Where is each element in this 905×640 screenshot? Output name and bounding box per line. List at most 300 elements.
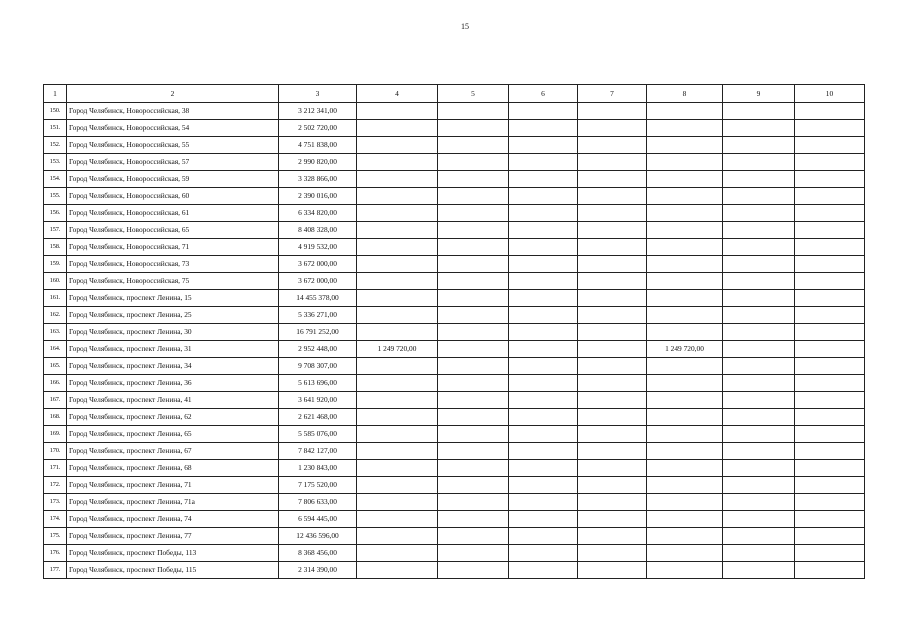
col10-cell bbox=[795, 103, 865, 120]
col9-cell bbox=[723, 528, 795, 545]
col10-cell bbox=[795, 409, 865, 426]
amount-col4-cell bbox=[357, 154, 438, 171]
amount-col3-cell: 3 672 000,00 bbox=[279, 273, 357, 290]
amount-col8-cell bbox=[647, 205, 723, 222]
address-cell: Город Челябинск, проспект Ленина, 67 bbox=[67, 443, 279, 460]
row-number-cell: 162. bbox=[44, 307, 67, 324]
col6-cell bbox=[509, 477, 578, 494]
row-number-cell: 175. bbox=[44, 528, 67, 545]
row-number-cell: 170. bbox=[44, 443, 67, 460]
table-row bbox=[44, 460, 865, 477]
col9-cell bbox=[723, 137, 795, 154]
col6-cell bbox=[509, 188, 578, 205]
col7-cell bbox=[578, 290, 647, 307]
col9-cell bbox=[723, 171, 795, 188]
col10-cell bbox=[795, 120, 865, 137]
col5-cell bbox=[438, 239, 509, 256]
col10-cell bbox=[795, 545, 865, 562]
table-row bbox=[44, 426, 865, 443]
col7-cell bbox=[578, 137, 647, 154]
amount-col8-cell bbox=[647, 358, 723, 375]
amount-col4-cell bbox=[357, 120, 438, 137]
column-header-10: 10 bbox=[795, 85, 865, 103]
col7-cell bbox=[578, 239, 647, 256]
col10-cell bbox=[795, 562, 865, 579]
col9-cell bbox=[723, 256, 795, 273]
col5-cell bbox=[438, 545, 509, 562]
col7-cell bbox=[578, 120, 647, 137]
col7-cell bbox=[578, 375, 647, 392]
table-row bbox=[44, 511, 865, 528]
amount-col3-cell: 5 613 696,00 bbox=[279, 375, 357, 392]
amount-col4-cell bbox=[357, 222, 438, 239]
col6-cell bbox=[509, 426, 578, 443]
amount-col8-cell bbox=[647, 103, 723, 120]
address-cell: Город Челябинск, проспект Ленина, 65 bbox=[67, 426, 279, 443]
amount-col3-cell: 14 455 378,00 bbox=[279, 290, 357, 307]
col7-cell bbox=[578, 307, 647, 324]
amount-col8-cell bbox=[647, 477, 723, 494]
amount-col4-cell bbox=[357, 528, 438, 545]
amount-col8-cell: 1 249 720,00 bbox=[647, 341, 723, 358]
col6-cell bbox=[509, 460, 578, 477]
row-number-cell: 172. bbox=[44, 477, 67, 494]
amount-col3-cell: 2 621 468,00 bbox=[279, 409, 357, 426]
address-cell: Город Челябинск, Новороссийская, 55 bbox=[67, 137, 279, 154]
col5-cell bbox=[438, 103, 509, 120]
col10-cell bbox=[795, 171, 865, 188]
address-cell: Город Челябинск, проспект Ленина, 68 bbox=[67, 460, 279, 477]
col9-cell bbox=[723, 511, 795, 528]
col10-cell bbox=[795, 205, 865, 222]
row-number-cell: 150. bbox=[44, 103, 67, 120]
amount-col4-cell bbox=[357, 545, 438, 562]
col9-cell bbox=[723, 307, 795, 324]
col9-cell bbox=[723, 460, 795, 477]
amount-col3-cell: 2 502 720,00 bbox=[279, 120, 357, 137]
row-number-cell: 160. bbox=[44, 273, 67, 290]
amount-col8-cell bbox=[647, 460, 723, 477]
col7-cell bbox=[578, 103, 647, 120]
amount-col8-cell bbox=[647, 239, 723, 256]
row-number-cell: 157. bbox=[44, 222, 67, 239]
amount-col3-cell: 9 708 307,00 bbox=[279, 358, 357, 375]
amount-col4-cell bbox=[357, 205, 438, 222]
col9-cell bbox=[723, 205, 795, 222]
amount-col8-cell bbox=[647, 222, 723, 239]
col5-cell bbox=[438, 324, 509, 341]
table-row bbox=[44, 154, 865, 171]
col9-cell bbox=[723, 477, 795, 494]
col10-cell bbox=[795, 188, 865, 205]
col7-cell bbox=[578, 154, 647, 171]
column-header-8: 8 bbox=[647, 85, 723, 103]
amount-col3-cell: 12 436 596,00 bbox=[279, 528, 357, 545]
column-header-5: 5 bbox=[438, 85, 509, 103]
address-cell: Город Челябинск, Новороссийская, 54 bbox=[67, 120, 279, 137]
amount-col4-cell bbox=[357, 188, 438, 205]
row-number-cell: 171. bbox=[44, 460, 67, 477]
amount-col8-cell bbox=[647, 307, 723, 324]
col10-cell bbox=[795, 528, 865, 545]
registry-table bbox=[43, 84, 865, 579]
amount-col8-cell bbox=[647, 171, 723, 188]
col9-cell bbox=[723, 324, 795, 341]
col5-cell bbox=[438, 477, 509, 494]
column-header-4: 4 bbox=[357, 85, 438, 103]
col6-cell bbox=[509, 358, 578, 375]
amount-col3-cell: 2 314 390,00 bbox=[279, 562, 357, 579]
row-number-cell: 163. bbox=[44, 324, 67, 341]
address-cell: Город Челябинск, проспект Ленина, 31 bbox=[67, 341, 279, 358]
col10-cell bbox=[795, 460, 865, 477]
col7-cell bbox=[578, 562, 647, 579]
table-row bbox=[44, 562, 865, 579]
address-cell: Город Челябинск, Новороссийская, 60 bbox=[67, 188, 279, 205]
amount-col8-cell bbox=[647, 562, 723, 579]
table-row bbox=[44, 358, 865, 375]
col5-cell bbox=[438, 222, 509, 239]
table-row bbox=[44, 307, 865, 324]
amount-col3-cell: 3 672 000,00 bbox=[279, 256, 357, 273]
row-number-cell: 174. bbox=[44, 511, 67, 528]
col5-cell bbox=[438, 443, 509, 460]
col5-cell bbox=[438, 341, 509, 358]
column-header-9: 9 bbox=[723, 85, 795, 103]
table-row bbox=[44, 222, 865, 239]
table-row bbox=[44, 443, 865, 460]
address-cell: Город Челябинск, Новороссийская, 65 bbox=[67, 222, 279, 239]
amount-col3-cell: 8 368 456,00 bbox=[279, 545, 357, 562]
amount-col3-cell: 2 952 448,00 bbox=[279, 341, 357, 358]
amount-col4-cell bbox=[357, 375, 438, 392]
col10-cell bbox=[795, 511, 865, 528]
col6-cell bbox=[509, 375, 578, 392]
amount-col8-cell bbox=[647, 426, 723, 443]
amount-col8-cell bbox=[647, 545, 723, 562]
table-row bbox=[44, 409, 865, 426]
row-number-cell: 166. bbox=[44, 375, 67, 392]
column-header-7: 7 bbox=[578, 85, 647, 103]
row-number-cell: 161. bbox=[44, 290, 67, 307]
amount-col4-cell bbox=[357, 307, 438, 324]
col6-cell bbox=[509, 324, 578, 341]
col7-cell bbox=[578, 222, 647, 239]
amount-col4-cell bbox=[357, 494, 438, 511]
col6-cell bbox=[509, 545, 578, 562]
header-row bbox=[44, 85, 865, 103]
amount-col4-cell bbox=[357, 256, 438, 273]
col5-cell bbox=[438, 375, 509, 392]
col5-cell bbox=[438, 188, 509, 205]
col5-cell bbox=[438, 358, 509, 375]
amount-col8-cell bbox=[647, 392, 723, 409]
col7-cell bbox=[578, 409, 647, 426]
col10-cell bbox=[795, 222, 865, 239]
table-row bbox=[44, 545, 865, 562]
amount-col4-cell bbox=[357, 460, 438, 477]
col6-cell bbox=[509, 222, 578, 239]
amount-col8-cell bbox=[647, 188, 723, 205]
col10-cell bbox=[795, 392, 865, 409]
col7-cell bbox=[578, 188, 647, 205]
table-row bbox=[44, 205, 865, 222]
row-number-cell: 169. bbox=[44, 426, 67, 443]
col10-cell bbox=[795, 375, 865, 392]
address-cell: Город Челябинск, Новороссийская, 73 bbox=[67, 256, 279, 273]
col5-cell bbox=[438, 307, 509, 324]
col9-cell bbox=[723, 341, 795, 358]
amount-col8-cell bbox=[647, 443, 723, 460]
col9-cell bbox=[723, 290, 795, 307]
address-cell: Город Челябинск, проспект Победы, 113 bbox=[67, 545, 279, 562]
address-cell: Город Челябинск, проспект Ленина, 71а bbox=[67, 494, 279, 511]
amount-col8-cell bbox=[647, 290, 723, 307]
col7-cell bbox=[578, 273, 647, 290]
col7-cell bbox=[578, 358, 647, 375]
address-cell: Город Челябинск, проспект Ленина, 34 bbox=[67, 358, 279, 375]
address-cell: Город Челябинск, Новороссийская, 61 bbox=[67, 205, 279, 222]
amount-col4-cell bbox=[357, 392, 438, 409]
row-number-cell: 177. bbox=[44, 562, 67, 579]
address-cell: Город Челябинск, проспект Ленина, 36 bbox=[67, 375, 279, 392]
address-cell: Город Челябинск, проспект Ленина, 62 bbox=[67, 409, 279, 426]
address-cell: Город Челябинск, Новороссийская, 59 bbox=[67, 171, 279, 188]
col6-cell bbox=[509, 528, 578, 545]
col7-cell bbox=[578, 426, 647, 443]
row-number-cell: 153. bbox=[44, 154, 67, 171]
col7-cell bbox=[578, 460, 647, 477]
amount-col4-cell bbox=[357, 324, 438, 341]
col9-cell bbox=[723, 239, 795, 256]
amount-col8-cell bbox=[647, 154, 723, 171]
col7-cell bbox=[578, 324, 647, 341]
amount-col8-cell bbox=[647, 256, 723, 273]
row-number-cell: 152. bbox=[44, 137, 67, 154]
address-cell: Город Челябинск, проспект Ленина, 74 bbox=[67, 511, 279, 528]
table-row bbox=[44, 103, 865, 120]
col9-cell bbox=[723, 188, 795, 205]
table-row bbox=[44, 341, 865, 358]
col7-cell bbox=[578, 443, 647, 460]
table-row bbox=[44, 256, 865, 273]
table-row bbox=[44, 188, 865, 205]
amount-col3-cell: 7 175 520,00 bbox=[279, 477, 357, 494]
amount-col3-cell: 2 390 016,00 bbox=[279, 188, 357, 205]
table-row bbox=[44, 528, 865, 545]
col9-cell bbox=[723, 545, 795, 562]
col5-cell bbox=[438, 205, 509, 222]
amount-col4-cell bbox=[357, 562, 438, 579]
amount-col3-cell: 16 791 252,00 bbox=[279, 324, 357, 341]
address-cell: Город Челябинск, проспект Ленина, 25 bbox=[67, 307, 279, 324]
amount-col4-cell bbox=[357, 426, 438, 443]
table-row bbox=[44, 120, 865, 137]
col5-cell bbox=[438, 290, 509, 307]
col5-cell bbox=[438, 460, 509, 477]
row-number-cell: 167. bbox=[44, 392, 67, 409]
col10-cell bbox=[795, 137, 865, 154]
col6-cell bbox=[509, 137, 578, 154]
table-body bbox=[44, 103, 865, 579]
amount-col3-cell: 5 336 271,00 bbox=[279, 307, 357, 324]
amount-col3-cell: 4 919 532,00 bbox=[279, 239, 357, 256]
column-header-6: 6 bbox=[509, 85, 578, 103]
col5-cell bbox=[438, 120, 509, 137]
amount-col8-cell bbox=[647, 120, 723, 137]
col7-cell bbox=[578, 511, 647, 528]
col10-cell bbox=[795, 358, 865, 375]
col6-cell bbox=[509, 239, 578, 256]
col10-cell bbox=[795, 154, 865, 171]
col10-cell bbox=[795, 256, 865, 273]
col10-cell bbox=[795, 307, 865, 324]
address-cell: Город Челябинск, проспект Ленина, 30 bbox=[67, 324, 279, 341]
amount-col4-cell bbox=[357, 171, 438, 188]
address-cell: Город Челябинск, проспект Ленина, 15 bbox=[67, 290, 279, 307]
amount-col8-cell bbox=[647, 528, 723, 545]
col5-cell bbox=[438, 154, 509, 171]
address-cell: Город Челябинск, проспект Ленина, 41 bbox=[67, 392, 279, 409]
col6-cell bbox=[509, 443, 578, 460]
col7-cell bbox=[578, 528, 647, 545]
col9-cell bbox=[723, 103, 795, 120]
col5-cell bbox=[438, 137, 509, 154]
amount-col3-cell: 2 990 820,00 bbox=[279, 154, 357, 171]
amount-col4-cell: 1 249 720,00 bbox=[357, 341, 438, 358]
amount-col4-cell bbox=[357, 137, 438, 154]
col6-cell bbox=[509, 171, 578, 188]
row-number-cell: 176. bbox=[44, 545, 67, 562]
amount-col4-cell bbox=[357, 443, 438, 460]
col10-cell bbox=[795, 239, 865, 256]
address-cell: Город Челябинск, проспект Победы, 115 bbox=[67, 562, 279, 579]
amount-col8-cell bbox=[647, 409, 723, 426]
amount-col8-cell bbox=[647, 137, 723, 154]
amount-col3-cell: 3 641 920,00 bbox=[279, 392, 357, 409]
col10-cell bbox=[795, 290, 865, 307]
col6-cell bbox=[509, 256, 578, 273]
address-cell: Город Челябинск, Новороссийская, 38 bbox=[67, 103, 279, 120]
amount-col8-cell bbox=[647, 273, 723, 290]
col10-cell bbox=[795, 443, 865, 460]
col5-cell bbox=[438, 511, 509, 528]
col9-cell bbox=[723, 392, 795, 409]
col7-cell bbox=[578, 477, 647, 494]
amount-col3-cell: 4 751 838,00 bbox=[279, 137, 357, 154]
col6-cell bbox=[509, 154, 578, 171]
col9-cell bbox=[723, 120, 795, 137]
amount-col3-cell: 5 585 076,00 bbox=[279, 426, 357, 443]
amount-col3-cell: 3 328 866,00 bbox=[279, 171, 357, 188]
amount-col8-cell bbox=[647, 511, 723, 528]
table-row bbox=[44, 392, 865, 409]
col9-cell bbox=[723, 494, 795, 511]
col7-cell bbox=[578, 256, 647, 273]
col6-cell bbox=[509, 494, 578, 511]
col7-cell bbox=[578, 494, 647, 511]
table-row bbox=[44, 375, 865, 392]
col5-cell bbox=[438, 171, 509, 188]
row-number-cell: 165. bbox=[44, 358, 67, 375]
col6-cell bbox=[509, 120, 578, 137]
amount-col3-cell: 8 408 328,00 bbox=[279, 222, 357, 239]
col7-cell bbox=[578, 341, 647, 358]
col5-cell bbox=[438, 392, 509, 409]
amount-col8-cell bbox=[647, 375, 723, 392]
row-number-cell: 168. bbox=[44, 409, 67, 426]
col9-cell bbox=[723, 273, 795, 290]
table-row bbox=[44, 273, 865, 290]
amount-col3-cell: 1 230 843,00 bbox=[279, 460, 357, 477]
column-header-3: 3 bbox=[279, 85, 357, 103]
col7-cell bbox=[578, 205, 647, 222]
col6-cell bbox=[509, 290, 578, 307]
table-row bbox=[44, 290, 865, 307]
table-row bbox=[44, 477, 865, 494]
col6-cell bbox=[509, 273, 578, 290]
amount-col8-cell bbox=[647, 324, 723, 341]
col7-cell bbox=[578, 545, 647, 562]
amount-col4-cell bbox=[357, 239, 438, 256]
address-cell: Город Челябинск, проспект Ленина, 77 bbox=[67, 528, 279, 545]
amount-col4-cell bbox=[357, 290, 438, 307]
col9-cell bbox=[723, 443, 795, 460]
amount-col3-cell: 3 212 341,00 bbox=[279, 103, 357, 120]
amount-col8-cell bbox=[647, 494, 723, 511]
amount-col4-cell bbox=[357, 273, 438, 290]
table-row bbox=[44, 171, 865, 188]
table-row bbox=[44, 324, 865, 341]
col9-cell bbox=[723, 222, 795, 239]
col6-cell bbox=[509, 307, 578, 324]
col5-cell bbox=[438, 494, 509, 511]
col10-cell bbox=[795, 426, 865, 443]
col6-cell bbox=[509, 103, 578, 120]
col9-cell bbox=[723, 562, 795, 579]
col10-cell bbox=[795, 341, 865, 358]
row-number-cell: 158. bbox=[44, 239, 67, 256]
row-number-cell: 154. bbox=[44, 171, 67, 188]
amount-col4-cell bbox=[357, 477, 438, 494]
page-number: 15 bbox=[461, 22, 469, 31]
column-header-1: 1 bbox=[44, 85, 67, 103]
amount-col3-cell: 6 594 445,00 bbox=[279, 511, 357, 528]
col5-cell bbox=[438, 273, 509, 290]
table-row bbox=[44, 137, 865, 154]
amount-col4-cell bbox=[357, 103, 438, 120]
row-number-cell: 164. bbox=[44, 341, 67, 358]
row-number-cell: 155. bbox=[44, 188, 67, 205]
col5-cell bbox=[438, 562, 509, 579]
amount-col3-cell: 6 334 820,00 bbox=[279, 205, 357, 222]
col5-cell bbox=[438, 528, 509, 545]
row-number-cell: 151. bbox=[44, 120, 67, 137]
amount-col4-cell bbox=[357, 409, 438, 426]
col10-cell bbox=[795, 477, 865, 494]
col5-cell bbox=[438, 256, 509, 273]
amount-col4-cell bbox=[357, 511, 438, 528]
address-cell: Город Челябинск, Новороссийская, 71 bbox=[67, 239, 279, 256]
col10-cell bbox=[795, 494, 865, 511]
col9-cell bbox=[723, 358, 795, 375]
table-row bbox=[44, 239, 865, 256]
amount-col4-cell bbox=[357, 358, 438, 375]
col6-cell bbox=[509, 205, 578, 222]
col6-cell bbox=[509, 341, 578, 358]
col10-cell bbox=[795, 273, 865, 290]
col5-cell bbox=[438, 426, 509, 443]
